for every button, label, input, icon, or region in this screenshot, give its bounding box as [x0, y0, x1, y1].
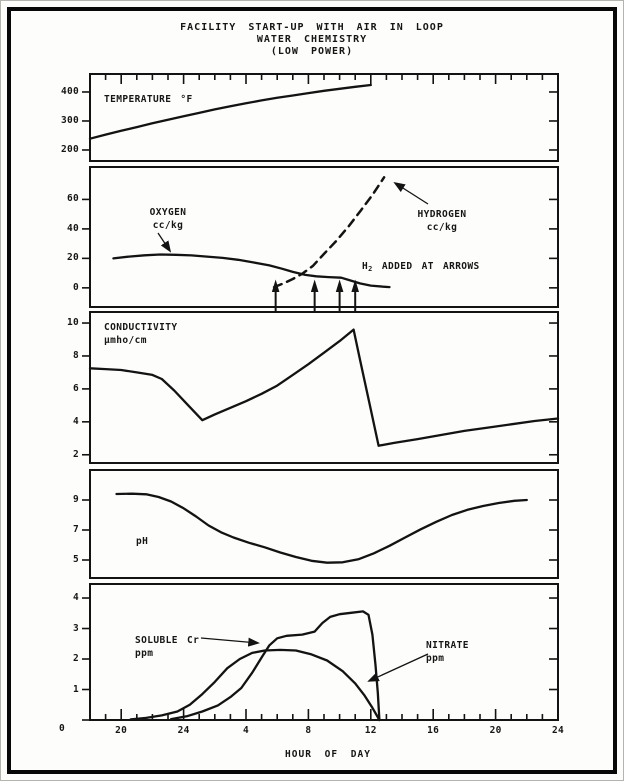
figure-title-line2: WATER CHEMISTRY: [256, 34, 368, 45]
series-ph: [117, 494, 527, 563]
oxygen-series-label-line1: OXYGEN: [149, 207, 187, 218]
ytick-label-cr_nitrate-2: 2: [72, 653, 79, 664]
ytick-label-temperature-400: 400: [60, 85, 79, 97]
ytick-label-temperature-200: 200: [60, 143, 79, 155]
oxygen-series-label-line2: cc/kg: [152, 220, 184, 231]
ytick-label-oxygen_hydrogen-0: 0: [72, 281, 79, 293]
ytick-label-oxygen_hydrogen-40: 40: [66, 222, 79, 234]
series-nitrate_ppm: [131, 650, 380, 720]
soluble-cr-series-label-line2: ppm: [135, 648, 154, 659]
panel-conductivity: [90, 312, 558, 463]
ytick-label-conductivity-4: 4: [72, 415, 79, 427]
h2-note-subscript: 2: [368, 265, 373, 273]
hydrogen-series-label-line1: HYDROGEN: [417, 209, 467, 220]
nitrate-pointer-arrow: [369, 654, 428, 681]
ytick-label-temperature-300: 300: [60, 114, 79, 126]
soluble-cr-pointer-arrow: [201, 638, 258, 643]
series-conductivity_umho_cm: [90, 330, 558, 446]
ytick-label-ph-5: 5: [72, 554, 79, 565]
figure-title-line3: (LOW POWER): [270, 46, 354, 57]
figure-title-line1: FACILITY START-UP WITH AIR IN LOOP: [180, 22, 444, 33]
xtick-label-7: 24: [551, 725, 565, 736]
panel-temperature: [90, 74, 558, 161]
chart-canvas: [1, 1, 624, 782]
ytick-label-oxygen_hydrogen-20: 20: [66, 252, 79, 264]
conductivity-axis-label-line1: CONDUCTIVITY: [104, 322, 178, 333]
xtick-label-1: 24: [177, 725, 190, 736]
conductivity-axis-label-line2: μmho/cm: [104, 335, 147, 346]
h2-note-prefix: H: [362, 261, 369, 272]
series-temperature_f: [90, 85, 371, 139]
series-soluble_cr_ppm: [171, 611, 379, 720]
ytick-label-conductivity-10: 10: [66, 317, 79, 329]
xtick-label-3: 8: [305, 725, 312, 736]
series-oxygen_cc_kg: [113, 255, 389, 288]
xtick-label-2: 4: [242, 725, 250, 736]
xtick-label-5: 16: [427, 725, 440, 736]
soluble-cr-series-label-line1: SOLUBLE Cr: [135, 635, 200, 646]
ph-axis-label: pH: [136, 536, 149, 547]
xtick-label-6: 20: [489, 725, 502, 736]
panel-cr_nitrate: [90, 584, 558, 720]
h2-added-arrow-head: [311, 280, 319, 293]
ytick-label-conductivity-6: 6: [72, 382, 79, 394]
xtick-label-0: 20: [115, 725, 128, 736]
hydrogen-series-label-line2: cc/kg: [426, 222, 458, 233]
ytick-label-conductivity-8: 8: [72, 349, 79, 361]
h2-note-rest: ADDED AT ARROWS: [381, 261, 480, 272]
ytick-label-cr_nitrate-3: 3: [72, 622, 79, 634]
h2-added-arrow-head: [336, 280, 344, 293]
ytick-label-cr_nitrate-0: 0: [58, 723, 65, 734]
ytick-label-ph-7: 7: [72, 524, 79, 535]
x-axis-title: HOUR OF DAY: [285, 749, 371, 760]
oxygen-pointer-arrow: [158, 233, 170, 251]
ytick-label-conductivity-2: 2: [72, 448, 79, 460]
ytick-label-oxygen_hydrogen-60: 60: [66, 193, 79, 205]
hydrogen-pointer-arrow: [395, 183, 428, 204]
xtick-label-4: 12: [364, 725, 377, 736]
ytick-label-cr_nitrate-4: 4: [72, 592, 79, 604]
ytick-label-ph-9: 9: [72, 494, 79, 505]
temperature-axis-label: TEMPERATURE °F: [104, 94, 193, 105]
nitrate-series-label-line1: NITRATE: [426, 640, 469, 651]
ytick-label-cr_nitrate-1: 1: [72, 683, 79, 695]
nitrate-series-label-line2: ppm: [426, 653, 445, 664]
